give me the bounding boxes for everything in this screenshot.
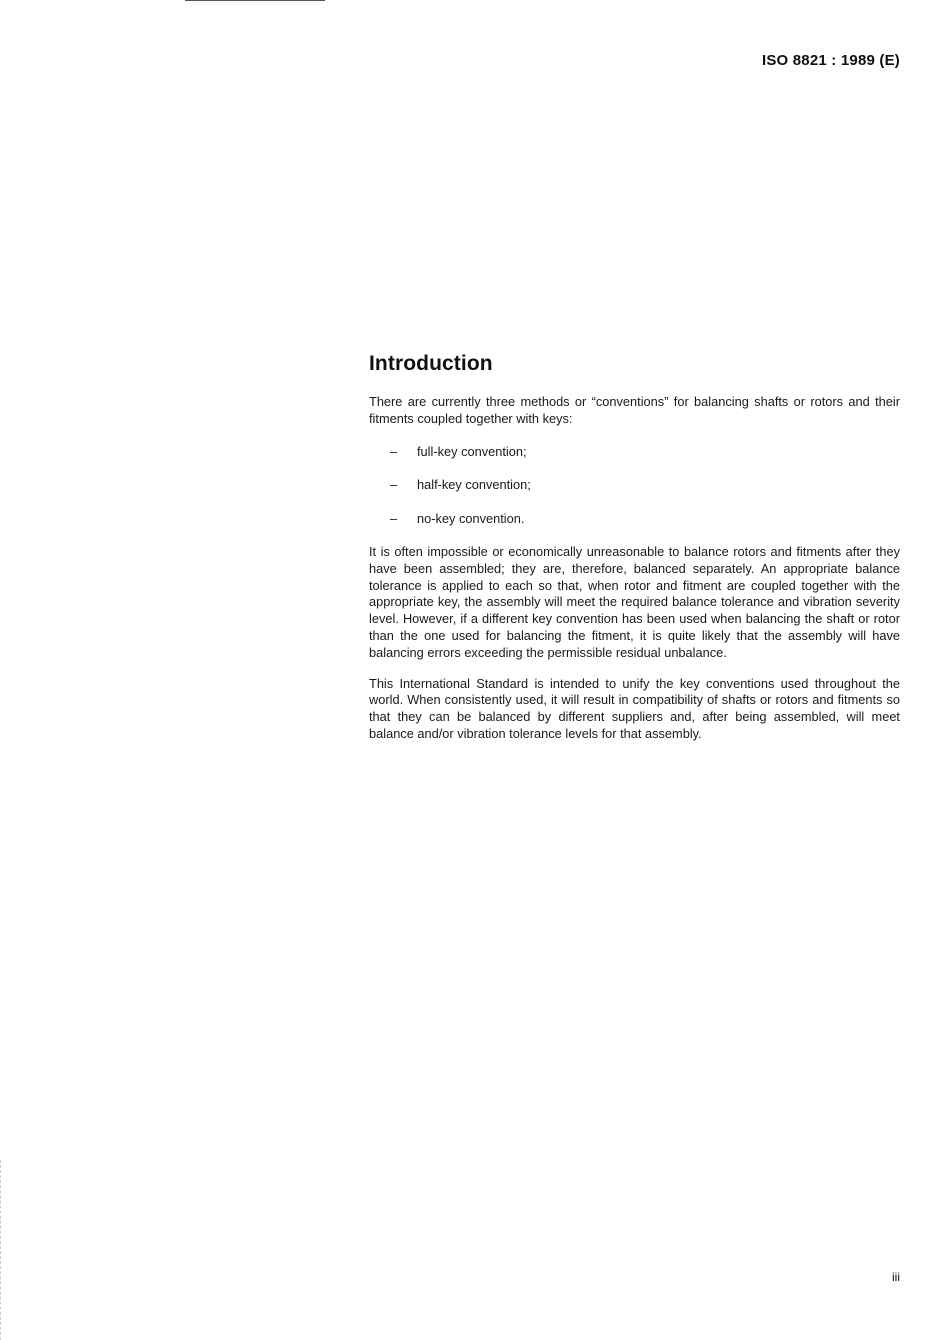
intro-paragraph-1: There are currently three methods or “conventions” for balancing shafts or rotors and their fitments coupled together with keys:: [369, 394, 900, 426]
list-item-text: no-key convention.: [417, 511, 525, 527]
list-item: [369, 477, 900, 494]
list-item: [369, 444, 900, 461]
page-edge-mark: [0, 1160, 3, 1340]
list-item: [369, 511, 900, 528]
list-dash: –: [390, 477, 398, 493]
introduction-section: [369, 352, 900, 743]
list-item-text: half-key convention;: [417, 477, 531, 493]
list-dash: –: [390, 443, 398, 459]
list-item-text: full-key convention;: [417, 443, 527, 459]
section-title: Introduction: [369, 352, 493, 375]
intro-paragraph-2: It is often impossible or economically unreasonable to balance rotors and fitments after they have been assembled; they are, therefore, balanced separately. An appropriate balance tolerance is applied to each so that, when rotor and fitment are coupled together with the appropriate key, the assembly will meet the required balance tolerance and vibration severity level. However, if a different key convention has been used when balancing the shaft or rotor than the one used for balancing the fitment, it is quite likely that the assembly will have balancing errors exceeding the permissible residual unbalance.: [369, 543, 900, 660]
page-number: iii: [892, 1270, 900, 1284]
top-rule: [185, 0, 325, 1]
list-dash: –: [390, 511, 398, 527]
document-reference: ISO 8821 : 1989 (E): [761, 52, 900, 69]
convention-list: [369, 444, 900, 528]
intro-paragraph-3: This International Standard is intended to unify the key conventions used throughout the world. When consistently used, it will result in compatibility of shafts or rotors and fitments so that they can be balanced by different suppliers and, after being assembled, will meet balance and/or vibration tolerance levels for that assembly.: [369, 675, 900, 741]
